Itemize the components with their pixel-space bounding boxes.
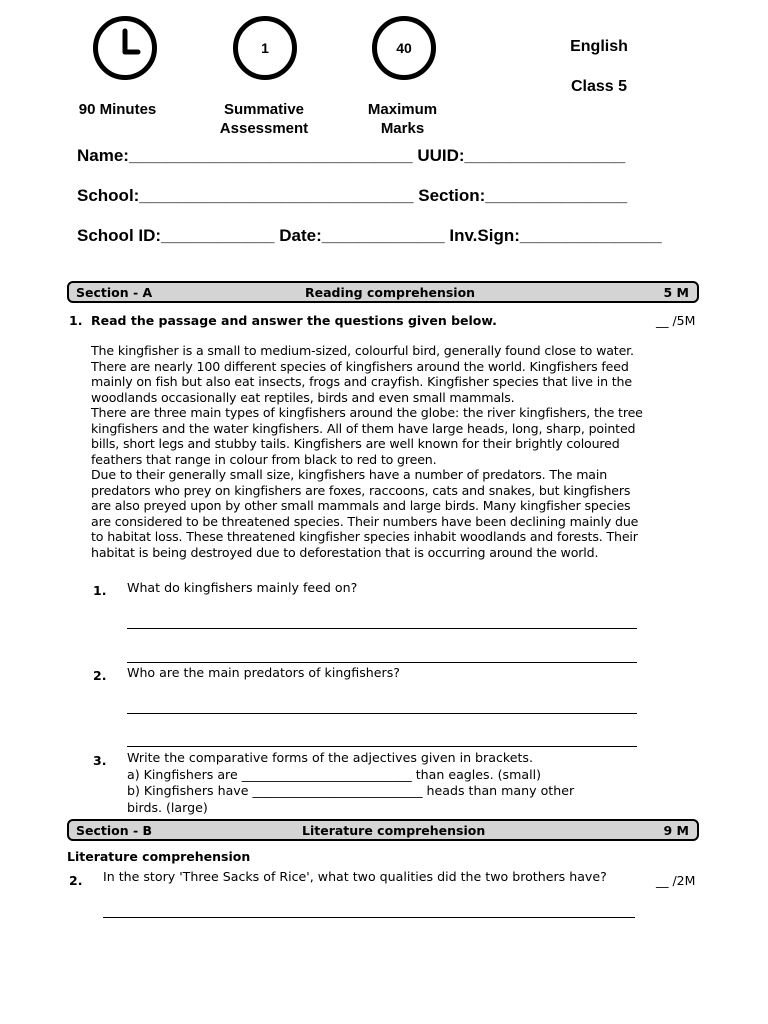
max-marks-number: 40 xyxy=(396,40,412,56)
section-b-marks: 9 M xyxy=(663,823,689,838)
passage-paragraph-3: Due to their generally small size, kingfishers have a number of predators. The main predators who prey on kingfishers are foxes, raccoons, cats and snakes, but kingfishers are also preyed upon by other small mammals and large birds. Many kingfisher species are considered to be threatened species. Their numbers have been declining mainly due to habitat loss. These threatened kingfisher species inhabit woodlands and forests. Their habitat is being destroyed due to deforestation that is occurring around the world. xyxy=(91,467,639,560)
answer-line[interactable] xyxy=(127,713,637,714)
max-marks-caption-line1: Maximum xyxy=(367,101,438,118)
subquestion-2-number: 2. xyxy=(93,668,107,683)
assessment-caption xyxy=(205,100,323,138)
passage-paragraph-2: There are three main types of kingfishers around the globe: the river kingfishers, the tree kingfishers and the water kingfishers. All of them have large heads, long, sharp, pointed bills, short legs and stubby tails. Kingfishers are well known for their brightly coloured feathers that range in colour from black to red to green. xyxy=(91,405,643,467)
assessment-caption-line1: Summative xyxy=(223,101,305,118)
section-b-bar xyxy=(67,819,699,841)
section-b-subheading: Literature comprehension xyxy=(67,849,251,864)
question-1-number: 1. xyxy=(69,313,83,328)
subquestion-1-text: What do kingfishers mainly feed on? xyxy=(127,580,358,595)
question-1-instruction: Read the passage and answer the questions given below. xyxy=(91,313,497,328)
question-1-score[interactable]: __ /5M xyxy=(656,313,696,328)
subquestion-3-part-b[interactable]: b) Kingfishers have ___________________________ heads than many other birds. (large) xyxy=(127,783,575,815)
clock-icon xyxy=(93,16,157,80)
answer-line[interactable] xyxy=(127,628,637,629)
max-marks-caption xyxy=(350,100,455,138)
question-2-number: 2. xyxy=(69,873,83,888)
subquestion-3-part-a[interactable]: a) Kingfishers are ___________________________ than eagles. (small) xyxy=(127,766,541,782)
answer-line[interactable] xyxy=(103,917,635,918)
name-uuid-field[interactable]: Name:______________________________ UUID:_________________ xyxy=(77,146,626,165)
section-a-title: Reading comprehension xyxy=(305,285,476,300)
reading-passage xyxy=(91,343,651,560)
section-a-label: Section - A xyxy=(76,285,153,300)
class-label: Class 5 xyxy=(570,78,628,95)
subject-label: English xyxy=(570,38,628,55)
section-a-marks: 5 M xyxy=(663,285,689,300)
clock-hands-icon xyxy=(98,21,152,75)
school-id-date-sign-field[interactable]: School ID:____________ Date:_____________ Inv.Sign:_______________ xyxy=(77,226,662,245)
question-2-text: In the story 'Three Sacks of Rice', what two qualities did the two brothers have? xyxy=(103,869,607,884)
answer-line[interactable] xyxy=(127,746,637,747)
subquestion-1-number: 1. xyxy=(93,583,107,598)
max-marks-caption-line2: Marks xyxy=(380,120,425,137)
school-section-field[interactable]: School:_____________________________ Section:_______________ xyxy=(77,186,628,205)
subquestion-3-text xyxy=(127,750,607,816)
assessment-number-badge xyxy=(233,16,297,80)
passage-paragraph-1: The kingfisher is a small to medium-sized, colourful bird, generally found close to water. There are nearly 100 different species of kingfishers around the world. Kingfishers feed mainly on fish but also eat insects, frogs and crayfish. Kingfisher species that live in the woodlands occasionally eat reptiles, birds and even small mammals. xyxy=(91,343,634,405)
section-a-bar xyxy=(67,281,699,303)
subquestion-3-number: 3. xyxy=(93,753,107,768)
duration-caption: 90 Minutes xyxy=(78,101,157,118)
max-marks-badge xyxy=(372,16,436,80)
subquestion-3-prompt: Write the comparative forms of the adjectives given in brackets. xyxy=(127,750,533,765)
section-b-title: Literature comprehension xyxy=(302,823,486,838)
subquestion-2-text: Who are the main predators of kingfishers? xyxy=(127,665,400,680)
assessment-number: 1 xyxy=(261,40,269,56)
question-2-score[interactable]: __ /2M xyxy=(656,873,696,888)
section-b-label: Section - B xyxy=(76,823,153,838)
assessment-caption-line2: Assessment xyxy=(219,120,309,137)
answer-line[interactable] xyxy=(127,662,637,663)
